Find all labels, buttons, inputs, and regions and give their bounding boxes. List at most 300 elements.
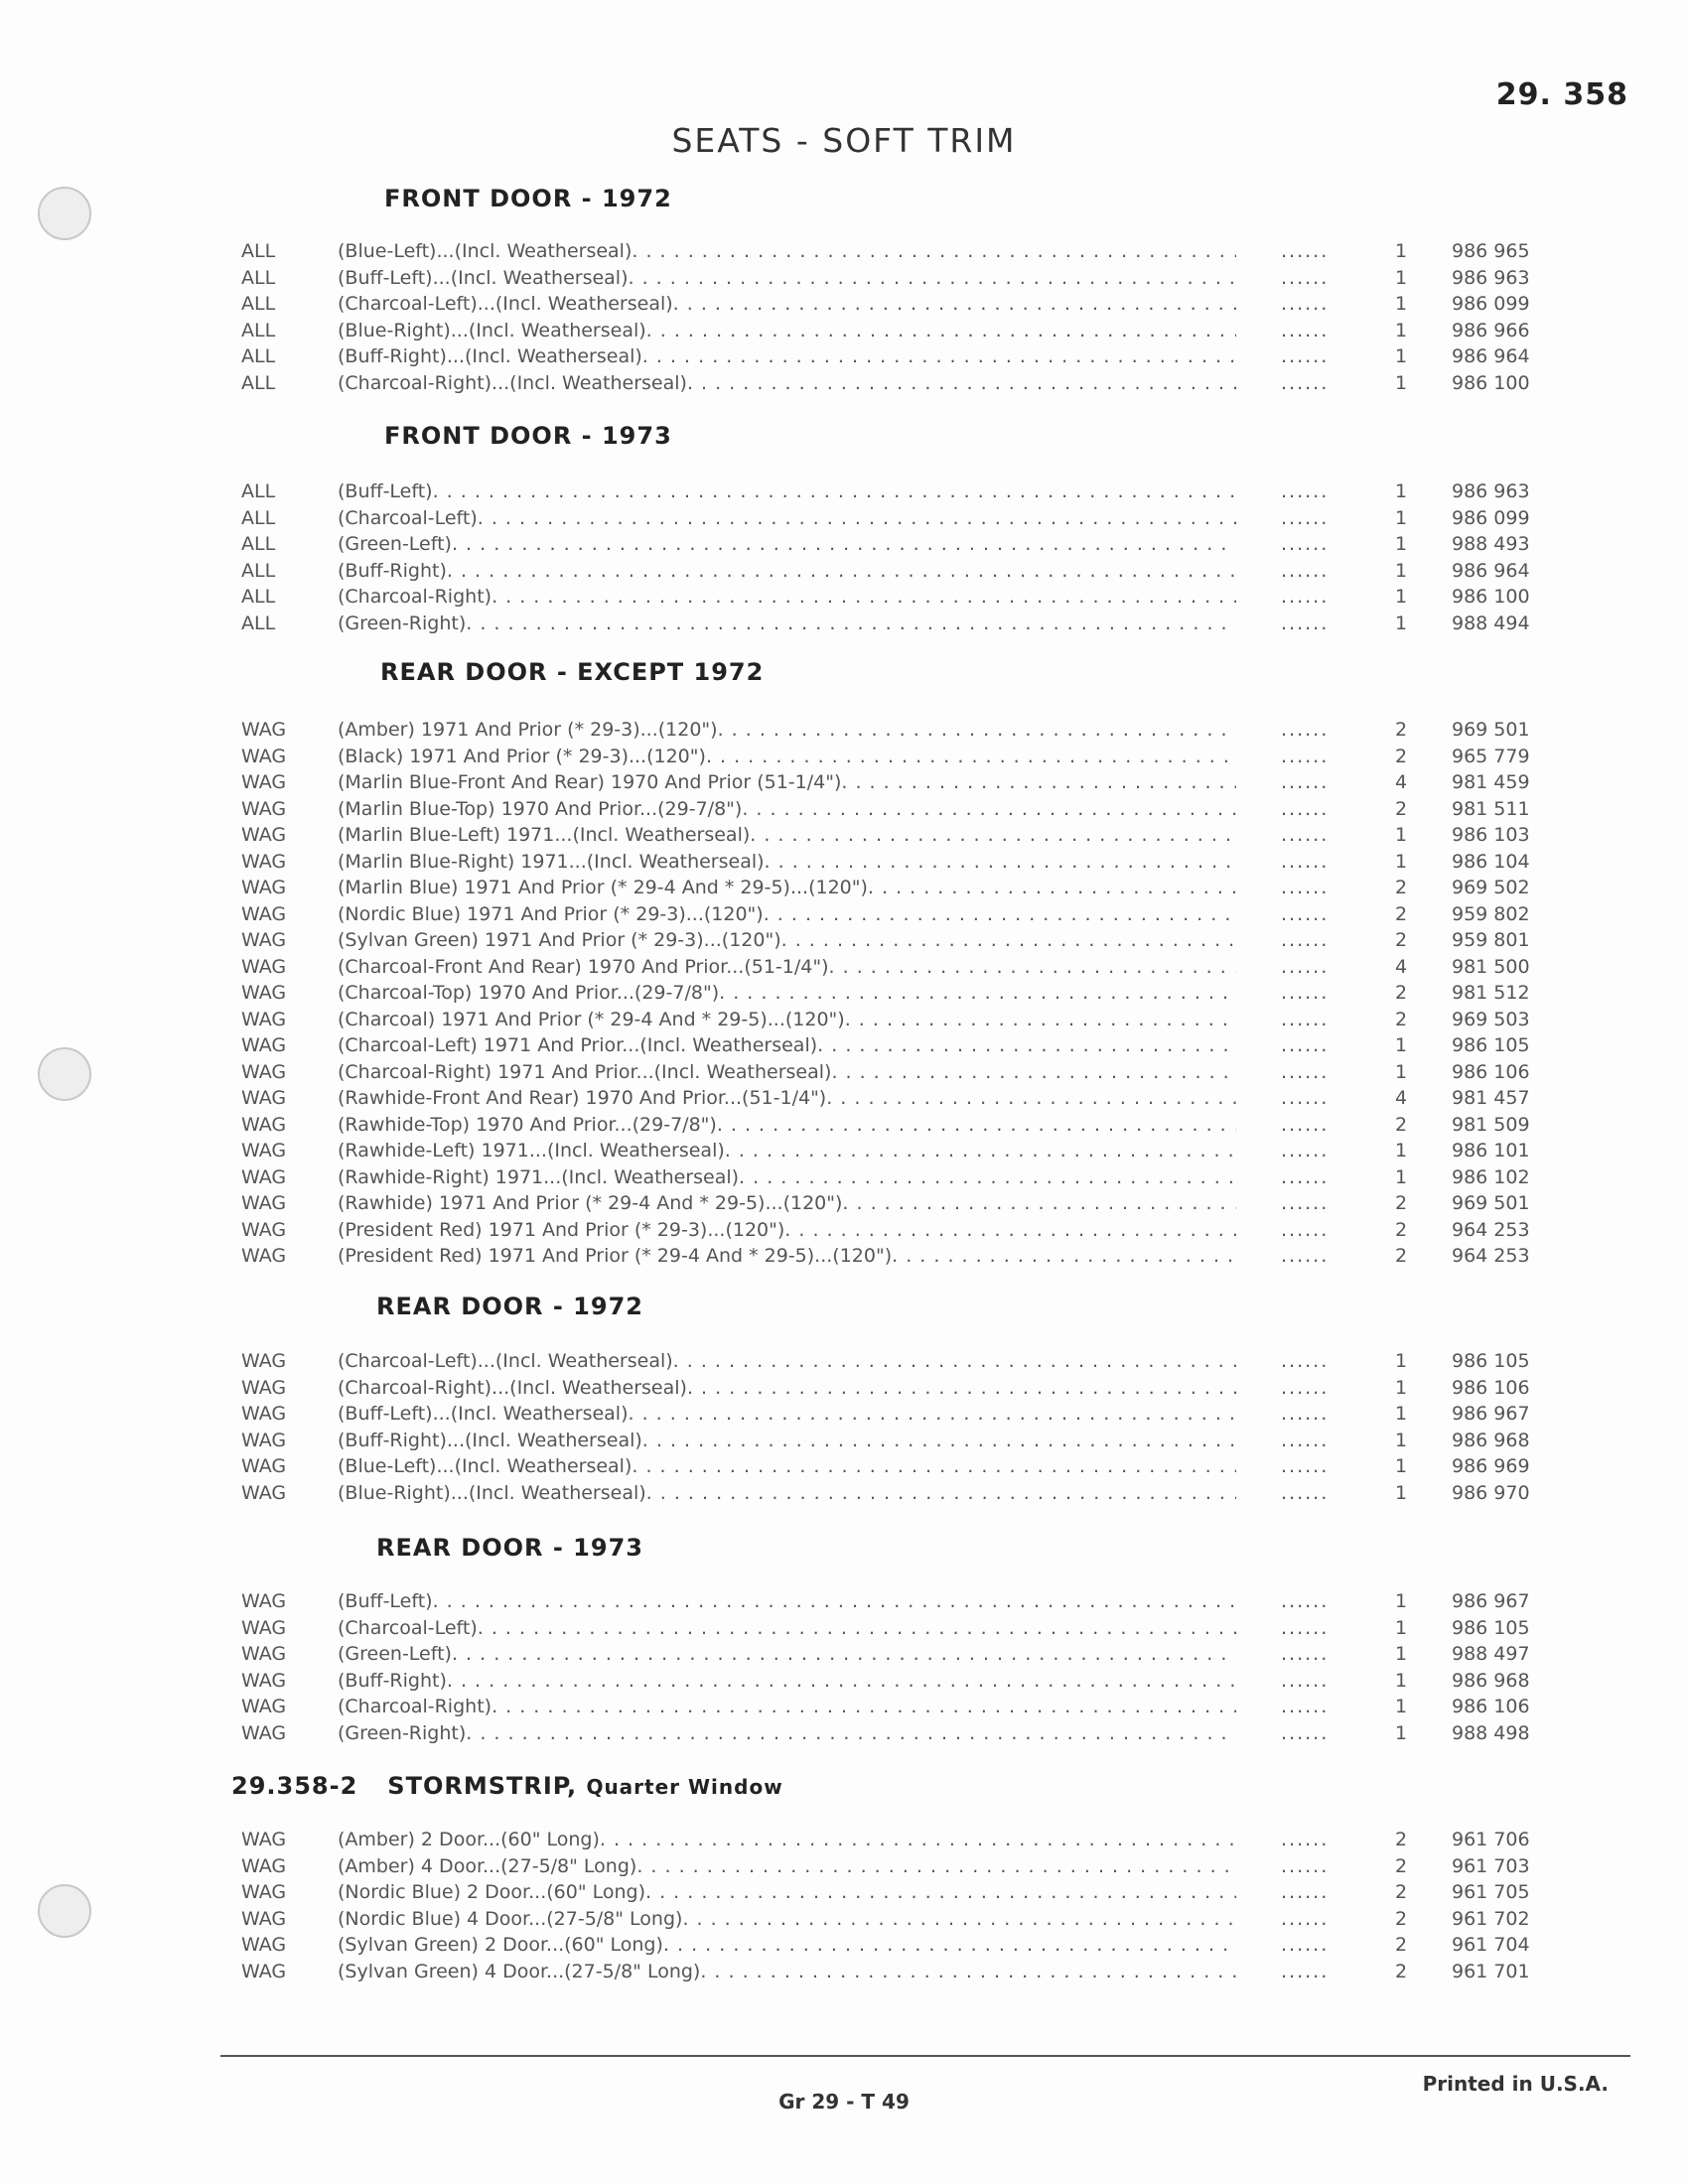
- quantity: 1: [1395, 1669, 1408, 1692]
- description-cell: [338, 318, 1236, 343]
- description-cell: [338, 1348, 1236, 1374]
- part-description: (Charcoal-Right)...(Incl. Weatherseal): [338, 1376, 687, 1399]
- part-description: (Buff-Left): [338, 1590, 433, 1612]
- part-number: 961 702: [1452, 1907, 1530, 1930]
- printed-in-usa: Printed in U.S.A.: [1422, 2072, 1609, 2096]
- model-code: WAG: [241, 1008, 287, 1030]
- parts-row: [0, 1085, 1688, 1111]
- model-code: WAG: [241, 1721, 287, 1744]
- part-number: 986 968: [1452, 1669, 1530, 1692]
- part-number: 986 966: [1452, 319, 1530, 341]
- leader-dots: ......: [1281, 929, 1330, 951]
- description-cell: [338, 1615, 1236, 1641]
- model-code: WAG: [241, 1696, 287, 1717]
- part-number: 988 498: [1452, 1721, 1530, 1744]
- leader-dots: ......: [1281, 1854, 1330, 1877]
- model-code: WAG: [241, 955, 287, 978]
- part-number: 969 501: [1452, 1192, 1530, 1214]
- part-number: 988 493: [1452, 533, 1530, 555]
- section-heading: [384, 185, 672, 212]
- leader-dots: ......: [1281, 1669, 1330, 1692]
- model-code: ALL: [241, 480, 276, 502]
- description-cell: [338, 1085, 1236, 1111]
- part-description: (Rawhide-Top) 1970 And Prior...(29-7/8"): [338, 1113, 717, 1136]
- part-description: (Charcoal-Left)...(Incl. Weatherseal): [338, 293, 673, 315]
- section-heading: [384, 422, 672, 450]
- description-cell: [338, 611, 1236, 636]
- model-code: WAG: [241, 1960, 287, 1982]
- description-cell: [338, 954, 1236, 980]
- description-cell: [338, 1190, 1236, 1216]
- description-cell: [338, 1217, 1236, 1243]
- quantity: 1: [1395, 266, 1408, 289]
- quantity: 1: [1395, 1643, 1408, 1665]
- part-number: 986 967: [1452, 1403, 1530, 1425]
- section-heading: [376, 1534, 643, 1562]
- section-heading-text: REAR DOOR - EXCEPT 1972: [380, 658, 765, 686]
- part-description: (Marlin Blue-Front And Rear) 1970 And Prior (51-1/4"): [338, 771, 842, 793]
- part-description: (Marlin Blue-Left) 1971...(Incl. Weatherseal): [338, 824, 751, 846]
- description-cell: [338, 1879, 1236, 1905]
- model-code: ALL: [241, 293, 276, 315]
- parts-row: [0, 478, 1688, 504]
- leader-dots: ......: [1281, 1376, 1330, 1399]
- parts-row: [0, 343, 1688, 369]
- part-number: 988 497: [1452, 1643, 1530, 1665]
- leader-dots: ......: [1281, 745, 1330, 767]
- description-cell: [338, 769, 1236, 795]
- part-description: (Buff-Right): [338, 559, 447, 582]
- parts-row: [0, 849, 1688, 875]
- part-description: (Buff-Left)...(Incl. Weatherseal): [338, 266, 629, 289]
- quantity: 2: [1395, 1829, 1408, 1850]
- leader-dots: ......: [1281, 797, 1330, 820]
- leader-dots: ......: [1281, 771, 1330, 793]
- description-cell: [338, 370, 1236, 396]
- leader-dots: ......: [1281, 1165, 1330, 1188]
- section-heading: [376, 1293, 643, 1320]
- parts-row: [0, 611, 1688, 636]
- model-code: ALL: [241, 533, 276, 555]
- parts-row: [0, 796, 1688, 822]
- description-cell: [338, 1112, 1236, 1138]
- parts-row: [0, 1588, 1688, 1614]
- part-description: (Blue-Right)...(Incl. Weatherseal): [338, 319, 646, 341]
- footer-code: Gr 29 - T 49: [778, 2090, 910, 2114]
- description-cell: [338, 1906, 1236, 1932]
- parts-row: [0, 1138, 1688, 1163]
- quantity: 2: [1395, 877, 1408, 898]
- model-code: WAG: [241, 1034, 287, 1056]
- description-cell: [338, 291, 1236, 317]
- quantity: 1: [1395, 1060, 1408, 1083]
- description-cell: [338, 1588, 1236, 1614]
- section-description: Quarter Window: [586, 1775, 783, 1799]
- part-description: (Black) 1971 And Prior (* 29-3)...(120"): [338, 745, 706, 767]
- quantity: 1: [1395, 824, 1408, 846]
- footer-rule: [220, 2055, 1630, 2057]
- leader-dots: ......: [1281, 506, 1330, 529]
- part-number: 986 106: [1452, 1376, 1530, 1399]
- description-cell: [338, 901, 1236, 927]
- model-code: WAG: [241, 1643, 287, 1665]
- model-code: WAG: [241, 771, 287, 793]
- leader-dots: ......: [1281, 1643, 1330, 1665]
- part-number: 986 099: [1452, 293, 1530, 315]
- part-description: (Sylvan Green) 1971 And Prior (* 29-3)...(120"): [338, 929, 781, 951]
- description-cell: [338, 558, 1236, 584]
- quantity: 1: [1395, 1140, 1408, 1161]
- parts-row: [0, 1720, 1688, 1746]
- quantity: 2: [1395, 797, 1408, 820]
- quantity: 4: [1395, 955, 1408, 978]
- quantity: 4: [1395, 771, 1408, 793]
- parts-row: [0, 822, 1688, 848]
- model-code: WAG: [241, 1669, 287, 1692]
- parts-row: [0, 901, 1688, 927]
- model-code: WAG: [241, 824, 287, 846]
- part-number: 959 802: [1452, 902, 1530, 925]
- part-number: 965 779: [1452, 745, 1530, 767]
- description-cell: [338, 927, 1236, 953]
- quantity: 1: [1395, 533, 1408, 555]
- quantity: 1: [1395, 1481, 1408, 1504]
- parts-row: [0, 1853, 1688, 1879]
- part-description: (Charcoal-Left): [338, 1616, 478, 1639]
- model-code: WAG: [241, 877, 287, 898]
- parts-row: [0, 1694, 1688, 1719]
- leader-dots: ......: [1281, 559, 1330, 582]
- leader-dots: ......: [1281, 1721, 1330, 1744]
- part-description: (Rawhide-Left) 1971...(Incl. Weatherseal): [338, 1140, 725, 1161]
- description-cell: [338, 531, 1236, 557]
- part-number: 986 968: [1452, 1429, 1530, 1451]
- parts-row: [0, 238, 1688, 264]
- model-code: WAG: [241, 982, 287, 1004]
- model-code: WAG: [241, 1881, 287, 1903]
- parts-row: [0, 1032, 1688, 1058]
- quantity: 2: [1395, 1934, 1408, 1956]
- leader-dots: ......: [1281, 1113, 1330, 1136]
- description-cell: [338, 1164, 1236, 1190]
- leader-dots: ......: [1281, 240, 1330, 262]
- part-description: (Buff-Right)...(Incl. Weatherseal): [338, 345, 642, 367]
- leader-dots: ......: [1281, 293, 1330, 315]
- part-description: (Charcoal-Left): [338, 506, 478, 529]
- model-code: ALL: [241, 586, 276, 608]
- parts-row: [0, 769, 1688, 795]
- quantity: 1: [1395, 1696, 1408, 1717]
- quantity: 1: [1395, 480, 1408, 502]
- part-number: 961 703: [1452, 1854, 1530, 1877]
- parts-row: [0, 1827, 1688, 1852]
- quantity: 2: [1395, 929, 1408, 951]
- description-cell: [338, 1059, 1236, 1085]
- part-description: (Sylvan Green) 4 Door...(27-5/8" Long): [338, 1960, 701, 1982]
- description-cell: [338, 1007, 1236, 1032]
- part-number: 986 101: [1452, 1140, 1530, 1161]
- parts-row: [0, 1059, 1688, 1085]
- part-number: 986 106: [1452, 1696, 1530, 1717]
- part-description: (Nordic Blue) 4 Door...(27-5/8" Long): [338, 1907, 683, 1930]
- part-description: (President Red) 1971 And Prior (* 29-4 And * 29-5)...(120"): [338, 1245, 893, 1267]
- leader-dots: ......: [1281, 1429, 1330, 1451]
- part-number: 986 969: [1452, 1455, 1530, 1477]
- quantity: 1: [1395, 293, 1408, 315]
- description-cell: [338, 1401, 1236, 1427]
- section-heading-text: FRONT DOOR - 1973: [384, 422, 672, 450]
- leader-dots: ......: [1281, 1590, 1330, 1612]
- part-description: (Buff-Right): [338, 1669, 447, 1692]
- leader-dots: ......: [1281, 1934, 1330, 1956]
- part-description: (Charcoal-Right)...(Incl. Weatherseal): [338, 371, 687, 394]
- part-number: 986 967: [1452, 1590, 1530, 1612]
- part-description: (Charcoal-Right) 1971 And Prior...(Incl. Weatherseal): [338, 1060, 832, 1083]
- parts-row: [0, 1243, 1688, 1269]
- parts-row: [0, 265, 1688, 291]
- parts-row: [0, 1932, 1688, 1958]
- description-cell: [338, 1959, 1236, 1984]
- part-description: (Charcoal-Right): [338, 586, 492, 608]
- leader-dots: ......: [1281, 1696, 1330, 1717]
- description-cell: [338, 1453, 1236, 1479]
- parts-row: [0, 1007, 1688, 1032]
- model-code: WAG: [241, 1165, 287, 1188]
- part-number: 964 253: [1452, 1218, 1530, 1241]
- model-code: ALL: [241, 371, 276, 394]
- quantity: 2: [1395, 1907, 1408, 1930]
- part-number: 986 099: [1452, 506, 1530, 529]
- model-code: WAG: [241, 1245, 287, 1267]
- parts-row: [0, 318, 1688, 343]
- parts-row: [0, 1615, 1688, 1641]
- description-cell: [338, 875, 1236, 900]
- punch-hole-top: [38, 187, 91, 240]
- parts-row: [0, 1217, 1688, 1243]
- parts-row: [0, 954, 1688, 980]
- part-description: (Green-Right): [338, 1721, 467, 1744]
- part-number: 981 511: [1452, 797, 1530, 820]
- parts-row: [0, 1428, 1688, 1453]
- leader-dots: ......: [1281, 1140, 1330, 1161]
- part-description: (Amber) 2 Door...(60" Long): [338, 1829, 600, 1850]
- section-heading-text: FRONT DOOR - 1972: [384, 185, 672, 212]
- part-description: (Rawhide) 1971 And Prior (* 29-4 And * 29-5)...(120"): [338, 1192, 843, 1214]
- part-description: (Charcoal-Front And Rear) 1970 And Prior...(51-1/4"): [338, 955, 829, 978]
- leader-dots: ......: [1281, 877, 1330, 898]
- model-code: ALL: [241, 506, 276, 529]
- parts-row: [0, 505, 1688, 531]
- part-number: 961 704: [1452, 1934, 1530, 1956]
- description-cell: [338, 744, 1236, 769]
- leader-dots: ......: [1281, 1907, 1330, 1930]
- parts-row: [0, 875, 1688, 900]
- leader-dots: ......: [1281, 345, 1330, 367]
- part-number: 981 500: [1452, 955, 1530, 978]
- section-reference: 29.358-2: [231, 1772, 358, 1800]
- leader-dots: ......: [1281, 982, 1330, 1004]
- section-heading-text: STORMSTRIP,: [387, 1772, 578, 1800]
- description-cell: [338, 343, 1236, 369]
- part-number: 986 103: [1452, 824, 1530, 846]
- model-code: WAG: [241, 1403, 287, 1425]
- part-description: (President Red) 1971 And Prior (* 29-3)...(120"): [338, 1218, 785, 1241]
- parts-row: [0, 291, 1688, 317]
- parts-row: [0, 1190, 1688, 1216]
- quantity: 1: [1395, 850, 1408, 873]
- section-heading-text: REAR DOOR - 1972: [376, 1293, 643, 1320]
- leader-dots: ......: [1281, 1616, 1330, 1639]
- leader-dots: ......: [1281, 480, 1330, 502]
- quantity: 4: [1395, 1087, 1408, 1109]
- description-cell: [338, 822, 1236, 848]
- quantity: 1: [1395, 1350, 1408, 1372]
- description-cell: [338, 1641, 1236, 1667]
- part-description: (Green-Left): [338, 533, 452, 555]
- part-description: (Blue-Left)...(Incl. Weatherseal): [338, 240, 633, 262]
- model-code: WAG: [241, 1590, 287, 1612]
- parts-row: [0, 1164, 1688, 1190]
- part-description: (Charcoal-Right): [338, 1696, 492, 1717]
- description-cell: [338, 1694, 1236, 1719]
- quantity: 1: [1395, 506, 1408, 529]
- model-code: WAG: [241, 1376, 287, 1399]
- model-code: WAG: [241, 1350, 287, 1372]
- part-number: 986 105: [1452, 1616, 1530, 1639]
- description-cell: [338, 717, 1236, 743]
- part-description: (Charcoal) 1971 And Prior (* 29-4 And * 29-5)...(120"): [338, 1008, 845, 1030]
- part-number: 981 509: [1452, 1113, 1530, 1136]
- description-cell: [338, 1480, 1236, 1506]
- leader-dots: ......: [1281, 371, 1330, 394]
- part-number: 986 100: [1452, 371, 1530, 394]
- part-description: (Blue-Right)...(Incl. Weatherseal): [338, 1481, 646, 1504]
- leader-dots: ......: [1281, 266, 1330, 289]
- model-code: ALL: [241, 345, 276, 367]
- description-cell: [338, 265, 1236, 291]
- model-code: WAG: [241, 929, 287, 951]
- part-number: 986 105: [1452, 1350, 1530, 1372]
- part-description: (Charcoal-Top) 1970 And Prior...(29-7/8"): [338, 982, 720, 1004]
- parts-row: [0, 558, 1688, 584]
- model-code: WAG: [241, 1854, 287, 1877]
- model-code: WAG: [241, 850, 287, 873]
- quantity: 1: [1395, 1034, 1408, 1056]
- description-cell: [338, 478, 1236, 504]
- part-description: (Marlin Blue-Right) 1971...(Incl. Weatherseal): [338, 850, 765, 873]
- model-code: WAG: [241, 1907, 287, 1930]
- part-description: (Amber) 4 Door...(27-5/8" Long): [338, 1854, 637, 1877]
- leader-dots: ......: [1281, 1481, 1330, 1504]
- description-cell: [338, 505, 1236, 531]
- parts-row: [0, 1906, 1688, 1932]
- part-description: (Blue-Left)...(Incl. Weatherseal): [338, 1455, 633, 1477]
- part-number: 961 701: [1452, 1960, 1530, 1982]
- leader-dots: ......: [1281, 1087, 1330, 1109]
- part-number: 961 705: [1452, 1881, 1530, 1903]
- description-cell: [338, 1827, 1236, 1852]
- section-heading-text: REAR DOOR - 1973: [376, 1534, 643, 1562]
- quantity: 2: [1395, 1881, 1408, 1903]
- description-cell: [338, 1428, 1236, 1453]
- model-code: WAG: [241, 1429, 287, 1451]
- model-code: WAG: [241, 1140, 287, 1161]
- model-code: WAG: [241, 1218, 287, 1241]
- quantity: 2: [1395, 719, 1408, 741]
- part-description: (Green-Left): [338, 1643, 452, 1665]
- model-code: WAG: [241, 1087, 287, 1109]
- quantity: 1: [1395, 586, 1408, 608]
- leader-dots: ......: [1281, 533, 1330, 555]
- model-code: WAG: [241, 1829, 287, 1850]
- parts-row: [0, 1480, 1688, 1506]
- leader-dots: ......: [1281, 824, 1330, 846]
- part-number: 988 494: [1452, 612, 1530, 634]
- description-cell: [338, 238, 1236, 264]
- leader-dots: ......: [1281, 1245, 1330, 1267]
- part-description: (Rawhide-Front And Rear) 1970 And Prior...(51-1/4"): [338, 1087, 827, 1109]
- model-code: ALL: [241, 559, 276, 582]
- description-cell: [338, 1932, 1236, 1958]
- model-code: WAG: [241, 1113, 287, 1136]
- part-description: (Marlin Blue-Top) 1970 And Prior...(29-7/8"): [338, 797, 743, 820]
- quantity: 1: [1395, 1616, 1408, 1639]
- part-number: 969 502: [1452, 877, 1530, 898]
- part-number: 986 964: [1452, 345, 1530, 367]
- part-description: (Green-Right): [338, 612, 467, 634]
- model-code: ALL: [241, 266, 276, 289]
- model-code: ALL: [241, 612, 276, 634]
- model-code: WAG: [241, 1481, 287, 1504]
- model-code: ALL: [241, 319, 276, 341]
- part-description: (Buff-Left): [338, 480, 433, 502]
- part-description: (Rawhide-Right) 1971...(Incl. Weatherseal): [338, 1165, 740, 1188]
- model-code: WAG: [241, 745, 287, 767]
- description-cell: [338, 1138, 1236, 1163]
- model-code: WAG: [241, 1060, 287, 1083]
- leader-dots: ......: [1281, 850, 1330, 873]
- part-number: 964 253: [1452, 1245, 1530, 1267]
- quantity: 1: [1395, 1429, 1408, 1451]
- part-description: (Nordic Blue) 2 Door...(60" Long): [338, 1881, 646, 1903]
- quantity: 1: [1395, 240, 1408, 262]
- leader-dots: ......: [1281, 1829, 1330, 1850]
- quantity: 2: [1395, 1218, 1408, 1241]
- leader-dots: ......: [1281, 955, 1330, 978]
- quantity: 2: [1395, 1960, 1408, 1982]
- quantity: 2: [1395, 1854, 1408, 1877]
- page-number: 29. 358: [1495, 77, 1628, 112]
- description-cell: [338, 1853, 1236, 1879]
- leader-dots: ......: [1281, 1192, 1330, 1214]
- leader-dots: ......: [1281, 1960, 1330, 1982]
- part-number: 986 964: [1452, 559, 1530, 582]
- leader-dots: ......: [1281, 1034, 1330, 1056]
- part-description: (Nordic Blue) 1971 And Prior (* 29-3)...(120"): [338, 902, 764, 925]
- parts-row: [0, 717, 1688, 743]
- part-number: 986 963: [1452, 266, 1530, 289]
- section-heading: [380, 658, 764, 686]
- part-description: (Charcoal-Left) 1971 And Prior...(Incl. Weatherseal): [338, 1034, 818, 1056]
- part-number: 986 963: [1452, 480, 1530, 502]
- part-number: 986 106: [1452, 1060, 1530, 1083]
- quantity: 2: [1395, 902, 1408, 925]
- model-code: ALL: [241, 240, 276, 262]
- part-description: (Sylvan Green) 2 Door...(60" Long): [338, 1934, 663, 1956]
- page-title: SEATS - SOFT TRIM: [671, 121, 1017, 160]
- model-code: WAG: [241, 1934, 287, 1956]
- quantity: 1: [1395, 1403, 1408, 1425]
